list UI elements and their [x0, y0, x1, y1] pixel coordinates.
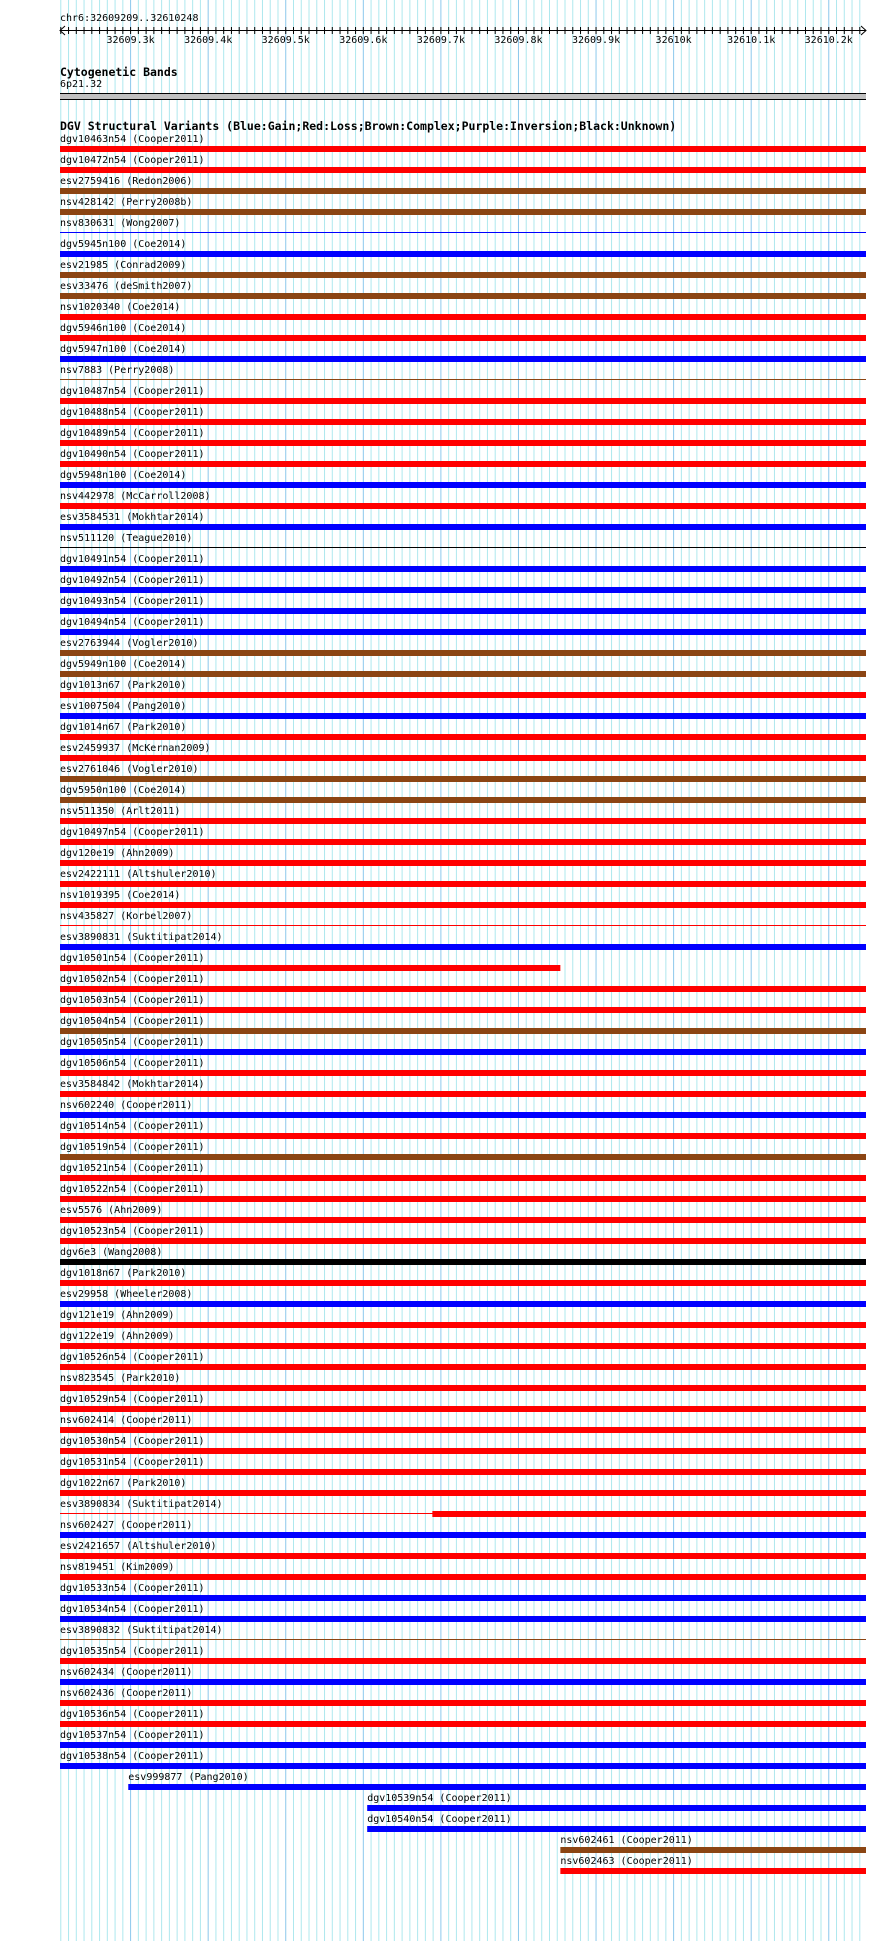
variant-bar	[60, 440, 866, 446]
variant-bar	[128, 1784, 866, 1790]
variant-label[interactable]: dgv10519n54 (Cooper2011)	[60, 1142, 205, 1153]
cytoband-track-title[interactable]: Cytogenetic Bands	[60, 65, 178, 79]
variant-label[interactable]: nsv511350 (Arlt2011)	[60, 806, 181, 817]
variant-bar	[60, 629, 866, 635]
variant-bar-thin	[60, 379, 866, 380]
variant-bar	[60, 1007, 866, 1013]
variant-bar	[60, 734, 866, 740]
variant-bar	[60, 503, 866, 509]
variant-bar	[60, 1427, 866, 1433]
variant-bar	[60, 1658, 866, 1664]
variant-label[interactable]: nsv602434 (Cooper2011)	[60, 1667, 193, 1678]
dgv-track-title[interactable]: DGV Structural Variants (Blue:Gain;Red:Loss;Brown:Complex;Purple:Inversion;Black:Unknown)	[60, 119, 677, 133]
variant-bar	[60, 1532, 866, 1538]
variant-bar	[60, 146, 866, 152]
variant-label[interactable]: dgv1022n67 (Park2010)	[60, 1478, 187, 1489]
variant-label[interactable]: dgv10503n54 (Cooper2011)	[60, 995, 205, 1006]
variant-bar	[60, 482, 866, 488]
ruler-tick-label: 32609.7k	[416, 35, 465, 46]
variant-label[interactable]: dgv10539n54 (Cooper2011)	[367, 1793, 512, 1804]
variant-bar	[60, 1595, 866, 1601]
variant-label[interactable]: nsv602240 (Cooper2011)	[60, 1100, 193, 1111]
variant-bar	[432, 1511, 866, 1517]
variant-label[interactable]: dgv5945n100 (Coe2014)	[60, 239, 187, 250]
variant-label[interactable]: dgv1018n67 (Park2010)	[60, 1268, 187, 1279]
variant-label[interactable]: nsv1020340 (Coe2014)	[60, 302, 181, 313]
variant-label[interactable]: esv2422111 (Altshuler2010)	[60, 869, 217, 880]
variant-label[interactable]: dgv1014n67 (Park2010)	[60, 722, 187, 733]
variant-label[interactable]: dgv10521n54 (Cooper2011)	[60, 1163, 205, 1174]
variant-label[interactable]: nsv442978 (McCarroll2008)	[60, 491, 211, 502]
ruler-tick-label: 32610.2k	[804, 35, 853, 46]
cytoband-label: 6p21.32	[60, 79, 103, 90]
variant-label[interactable]: nsv1019395 (Coe2014)	[60, 890, 181, 901]
variant-label[interactable]: nsv435827 (Korbel2007)	[60, 911, 193, 922]
ruler-tick-label: 32609.6k	[339, 35, 388, 46]
variant-bar	[60, 1763, 866, 1769]
variant-bar	[60, 755, 866, 761]
variant-bar	[60, 1112, 866, 1118]
variant-bar	[60, 293, 866, 299]
variant-label[interactable]: dgv5948n100 (Coe2014)	[60, 470, 187, 481]
variant-label[interactable]: esv3584531 (Mokhtar2014)	[60, 512, 205, 523]
variant-label[interactable]: dgv10523n54 (Cooper2011)	[60, 1226, 205, 1237]
variant-bar	[60, 1280, 866, 1286]
variant-bar	[560, 1847, 866, 1853]
variant-bar	[60, 1343, 866, 1349]
variant-bar	[60, 1154, 866, 1160]
variant-label[interactable]: dgv10493n54 (Cooper2011)	[60, 596, 205, 607]
variant-bar	[60, 1679, 866, 1685]
variant-bar	[60, 1091, 866, 1097]
ruler-tick-label: 32609.3k	[106, 35, 155, 46]
variant-bar	[60, 1490, 866, 1496]
ruler-tick-label: 32610k	[655, 35, 692, 46]
ruler-tick-label: 32609.8k	[494, 35, 543, 46]
ruler-title: chr6:32609209..32610248	[60, 13, 199, 24]
variant-label[interactable]: nsv7883 (Perry2008)	[60, 365, 175, 376]
variant-label[interactable]: esv3584842 (Mokhtar2014)	[60, 1079, 205, 1090]
variant-bar	[60, 1238, 866, 1244]
variant-bar	[60, 251, 866, 257]
variant-bar	[60, 209, 866, 215]
variant-bar	[60, 314, 866, 320]
variant-bar	[60, 965, 560, 971]
variant-bar	[60, 461, 866, 467]
variant-label[interactable]: dgv10529n54 (Cooper2011)	[60, 1394, 205, 1405]
variant-bar	[60, 797, 866, 803]
variant-bar-thin	[60, 547, 866, 548]
variant-bar	[60, 881, 866, 887]
variant-bar	[367, 1805, 866, 1811]
variant-bar	[60, 1742, 866, 1748]
variant-bar	[60, 1469, 866, 1475]
ruler-tick-label: 32609.4k	[184, 35, 233, 46]
variant-bar	[60, 1196, 866, 1202]
variant-label[interactable]: esv2761046 (Vogler2010)	[60, 764, 199, 775]
variant-bar	[60, 902, 866, 908]
variant-label[interactable]: dgv10514n54 (Cooper2011)	[60, 1121, 205, 1132]
variant-label[interactable]: esv2763944 (Vogler2010)	[60, 638, 199, 649]
variant-label[interactable]: dgv1013n67 (Park2010)	[60, 680, 187, 691]
variant-bar	[60, 587, 866, 593]
variant-label[interactable]: nsv830631 (Wong2007)	[60, 218, 181, 229]
variant-bar	[60, 356, 866, 362]
variant-bar	[60, 860, 866, 866]
variant-bar	[60, 1616, 866, 1622]
variant-label[interactable]: nsv602436 (Cooper2011)	[60, 1688, 193, 1699]
variant-bar	[60, 272, 866, 278]
variant-bar	[60, 1049, 866, 1055]
variant-label[interactable]: dgv10522n54 (Cooper2011)	[60, 1184, 205, 1195]
variant-bar	[60, 944, 866, 950]
variant-label[interactable]: nsv602427 (Cooper2011)	[60, 1520, 193, 1531]
variant-label[interactable]: dgv120e19 (Ahn2009)	[60, 848, 175, 859]
variant-label[interactable]: esv33476 (deSmith2007)	[60, 281, 193, 292]
variant-label[interactable]: dgv10534n54 (Cooper2011)	[60, 1604, 205, 1615]
variant-label[interactable]: dgv5949n100 (Coe2014)	[60, 659, 187, 670]
variant-label[interactable]: dgv10489n54 (Cooper2011)	[60, 428, 205, 439]
variant-bar	[60, 1364, 866, 1370]
variant-bar	[60, 1070, 866, 1076]
variant-bar	[60, 1406, 866, 1412]
variant-bar	[60, 1721, 866, 1727]
variant-label[interactable]: dgv10488n54 (Cooper2011)	[60, 407, 205, 418]
variant-label[interactable]: esv999877 (Pang2010)	[128, 1772, 249, 1783]
variant-label[interactable]: esv2459937 (McKernan2009)	[60, 743, 211, 754]
variant-label[interactable]: nsv428142 (Perry2008b)	[60, 197, 193, 208]
variant-bar	[60, 1175, 866, 1181]
variant-label[interactable]: dgv10491n54 (Cooper2011)	[60, 554, 205, 565]
variant-bar	[560, 1868, 866, 1874]
variant-label[interactable]: nsv602461 (Cooper2011)	[560, 1835, 693, 1846]
variant-bar	[60, 713, 866, 719]
cytoband-bar	[60, 93, 866, 100]
variant-label[interactable]: esv3890831 (Suktitipat2014)	[60, 932, 223, 943]
variant-label[interactable]: dgv10494n54 (Cooper2011)	[60, 617, 205, 628]
variant-bar	[60, 671, 866, 677]
variant-label[interactable]: dgv121e19 (Ahn2009)	[60, 1310, 175, 1321]
variant-bar	[60, 167, 866, 173]
variant-bar	[60, 818, 866, 824]
variant-bar	[60, 1301, 866, 1307]
variant-label[interactable]: nsv602463 (Cooper2011)	[560, 1856, 693, 1867]
variant-label[interactable]: dgv10504n54 (Cooper2011)	[60, 1016, 205, 1027]
variant-label[interactable]: dgv10538n54 (Cooper2011)	[60, 1751, 205, 1762]
variant-label[interactable]: dgv10501n54 (Cooper2011)	[60, 953, 205, 964]
variant-label[interactable]: dgv10502n54 (Cooper2011)	[60, 974, 205, 985]
ruler-tick-label: 32609.5k	[261, 35, 310, 46]
variant-label[interactable]: esv2421657 (Altshuler2010)	[60, 1541, 217, 1552]
variant-bar	[60, 839, 866, 845]
variant-label[interactable]: dgv6e3 (Wang2008)	[60, 1247, 163, 1258]
variant-bar	[60, 1448, 866, 1454]
variant-bar	[60, 1259, 866, 1265]
variant-label[interactable]: dgv122e19 (Ahn2009)	[60, 1331, 175, 1342]
variant-label[interactable]: dgv10536n54 (Cooper2011)	[60, 1709, 205, 1720]
variant-bar	[60, 1385, 866, 1391]
variant-label[interactable]: esv2759416 (Redon2006)	[60, 176, 193, 187]
variant-label[interactable]: esv29958 (Wheeler2008)	[60, 1289, 193, 1300]
variant-label[interactable]: dgv10497n54 (Cooper2011)	[60, 827, 205, 838]
variant-label[interactable]: dgv10530n54 (Cooper2011)	[60, 1436, 205, 1447]
variant-label[interactable]: dgv10526n54 (Cooper2011)	[60, 1352, 205, 1363]
variant-label[interactable]: dgv10490n54 (Cooper2011)	[60, 449, 205, 460]
variant-label[interactable]: nsv602414 (Cooper2011)	[60, 1415, 193, 1426]
variant-bar	[60, 692, 866, 698]
variant-label[interactable]: nsv823545 (Park2010)	[60, 1373, 181, 1384]
variant-label[interactable]: esv3890834 (Suktitipat2014)	[60, 1499, 223, 1510]
ruler-tick-label: 32609.9k	[571, 35, 621, 46]
variant-bar	[60, 566, 866, 572]
variant-bar	[60, 1574, 866, 1580]
variant-label[interactable]: dgv10463n54 (Cooper2011)	[60, 134, 205, 145]
variant-label[interactable]: dgv10472n54 (Cooper2011)	[60, 155, 205, 166]
variant-label[interactable]: dgv10492n54 (Cooper2011)	[60, 575, 205, 586]
variant-label[interactable]: esv21985 (Conrad2009)	[60, 260, 187, 271]
variant-bar	[60, 188, 866, 194]
variant-label[interactable]: esv1007504 (Pang2010)	[60, 701, 187, 712]
variant-label[interactable]: dgv10487n54 (Cooper2011)	[60, 386, 205, 397]
variant-bar	[60, 650, 866, 656]
variant-bar	[60, 419, 866, 425]
variant-bar	[60, 776, 866, 782]
variant-bar	[60, 524, 866, 530]
variant-label[interactable]: nsv819451 (Kim2009)	[60, 1562, 175, 1573]
ruler-tick-label: 32610.1k	[727, 35, 776, 46]
variant-bar	[60, 1028, 866, 1034]
variant-label[interactable]: esv5576 (Ahn2009)	[60, 1205, 163, 1216]
variant-label[interactable]: dgv10540n54 (Cooper2011)	[367, 1814, 512, 1825]
variant-bar-thin	[60, 1639, 866, 1640]
variant-label[interactable]: dgv5950n100 (Coe2014)	[60, 785, 187, 796]
variant-bar-thin	[60, 232, 866, 233]
variant-bar	[60, 1217, 866, 1223]
variant-bar	[60, 986, 866, 992]
variant-label[interactable]: dgv10533n54 (Cooper2011)	[60, 1583, 205, 1594]
variant-bar-thin	[60, 925, 866, 926]
variant-bar	[60, 608, 866, 614]
variant-label[interactable]: esv3890832 (Suktitipat2014)	[60, 1625, 223, 1636]
variant-bar	[60, 1322, 866, 1328]
variant-bar	[60, 1553, 866, 1559]
variant-bar	[60, 398, 866, 404]
variant-label[interactable]: nsv511120 (Teague2010)	[60, 533, 193, 544]
variant-bar	[60, 1133, 866, 1139]
variant-label[interactable]: dgv10535n54 (Cooper2011)	[60, 1646, 205, 1657]
variant-bar	[60, 335, 866, 341]
variant-label[interactable]: dgv10506n54 (Cooper2011)	[60, 1058, 205, 1069]
variant-label[interactable]: dgv10505n54 (Cooper2011)	[60, 1037, 205, 1048]
variant-label[interactable]: dgv5947n100 (Coe2014)	[60, 344, 187, 355]
variant-bar	[367, 1826, 866, 1832]
variant-label[interactable]: dgv10531n54 (Cooper2011)	[60, 1457, 205, 1468]
variant-label[interactable]: dgv10537n54 (Cooper2011)	[60, 1730, 205, 1741]
variant-bar	[60, 1700, 866, 1706]
variant-label[interactable]: dgv5946n100 (Coe2014)	[60, 323, 187, 334]
